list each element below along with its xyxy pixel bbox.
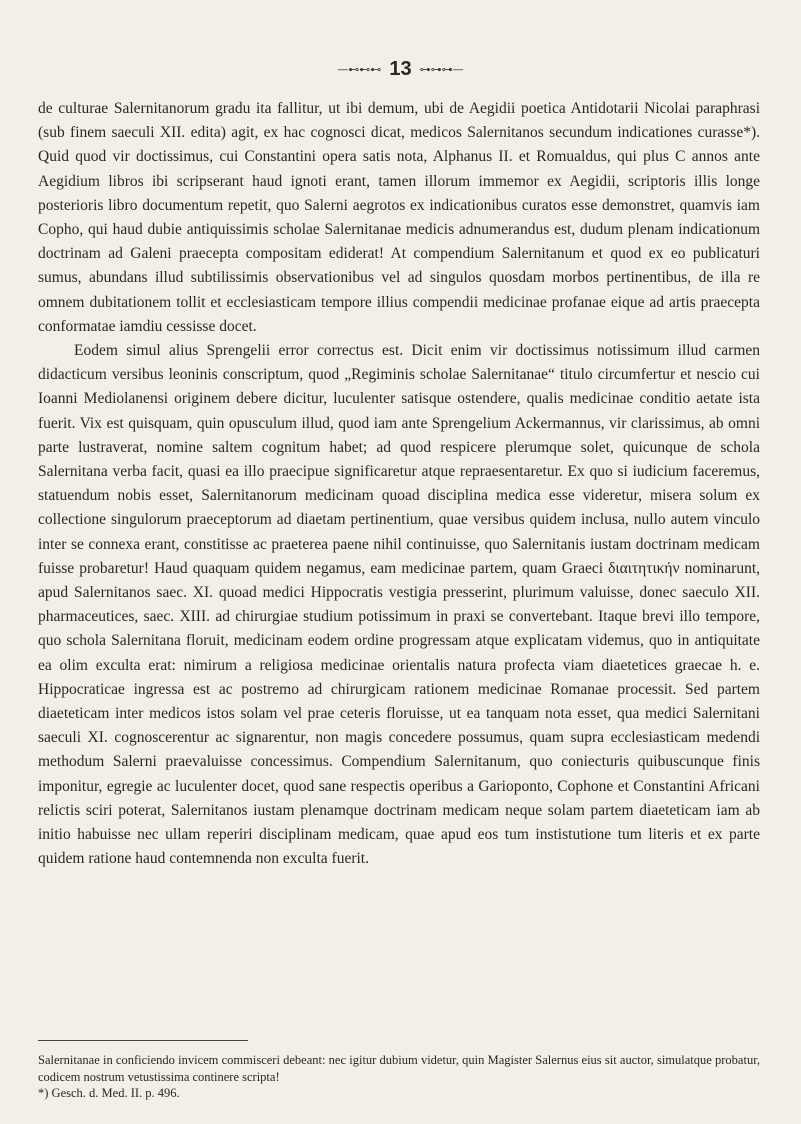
left-ornament: —⊷⊷⊷ (337, 63, 382, 76)
paragraph-1: de culturae Salernitanorum gradu ita fallitur, ut ibi demum, ubi de Aegidii poetica Antidotarii Nicolai paraphrasi (sub finem saeculi XII. edita) agit, ex hac cognosci dicat, medicos Salernitanos secundum indicationes curasse*). Quid quod vir doctissimus, cui Constantini opera satis nota, Alphanus II. et Romualdus, qui plus C annos ante Aegidium libros ibi scripserant haud ignoti erant, tamen illorum immemor ex Aegidii, scriptoris illis longe posterioris libro documentum repetit, quo Salerni aegrotos ex indicationibus curatos esse demonstret, quamvis iam Copho, qui haud dubie antiquissimis scholae Salernitanae medicis adnumerandus est, dudum plenam indicationum doctrinam ad Galeni praecepta compositam ediderat! At compendium Salernitanum et quod ex eo publicaturi sumus, abundans illud subtilissimis observationibus vel ad singulos quosdam morbos pertinentibus, de illa re omnem dubitationem tollit et ecclesiasticam tempore illius compendii medicinae profanae eique ad artis praecepta conformatae iamdiu cessisse docet. (38, 100, 760, 335)
footnotes (38, 1052, 760, 1102)
paragraph-2: Eodem simul alius Sprengelii error correctus est. Dicit enim vir doctissimus notissimum illud carmen didacticum versibus leoninis conscriptum, quod „Regiminis scholae Salernitanae“ titulo circumfertur et nescio cui Ioanni Mediolanensi originem debere dicitur, luculenter satisque ostendere, qualis medicinae conditio aetate ista fuerit. Vix est quisquam, quin opusculum illud, quod iam ante Sprengelium Ackermannus, vir clarissimus, ab omni parte lustraverat, nomine saltem cognitum habet; ad quod respicere plerumque solet, quicunque de schola Salernitana verba facit, quasi ea illo praecipue significaretur atque repraesentaretur. Ex quo si iudicium faceremus, statuendum nobis esset, Salernitanorum medicinam quoad disciplina medica esse videretur, misera solum ex collectione singulorum praeceptorum ad diaetam pertinentium, quae versibus quidem inclusa, nullo autem vinculo inter se connexa erant, constitisse ac praeterea paene nihil continuisse, quo Salernitanis iustam doctrinam medicam fuisse probaretur! Haud quaquam quidem negamus, eam medicinae partem, quam Graeci διαιτητικήν nominarunt, apud Salernitanos saec. XI. quoad medici Hippocratis vestigia presserint, plurimum valuisse, donec saeculo XII. pharmaceutices, saec. XIII. ad chirurgiae studium potissimum in praxi se convertebant. Itaque brevi illo tempore, quo schola Salernitana floruit, medicinam eodem ordine progressam atque explicatam videmus, quo in antiquitate ea olim exculta erat: nimirum a religiosa medicinae orientalis natura profecta viam diaetetices graecae h. e. Hippocraticae ingressa est ac postremo ad chirurgicam rationem medicinae Romanae processit. Sed partem diaeteticam inter medicos istos solam vel prae ceteris floruisse, ut ea tanquam nota esset, qua medici Salernitani saeculi XI. cognoscerentur ac signarentur, non magis concedere possumus, quam supra ecclesiasticam medendi methodum Salerni praevaluisse concessimus. Compendium Salernitanum, quo coniecturis quibuscunque finis imponitur, egregie ac luculenter docet, quod sane respectis operibus a Garioponto, Cophone et Constantini Africani relictis sciri poterat, Salernitanos iustam plenamque doctrinam medicam neque solam partem diaeteticam iam ab initio habuisse nec ullam reperiri disciplinam medicam, quae apud eos tum instistutione tum literis et ex parte quidem ratione haud contemnenda non exculta fuerit. (38, 342, 760, 868)
main-text (38, 97, 760, 872)
page-number: 13 (389, 58, 412, 80)
footnote-rule (38, 1040, 248, 1041)
footnote-continuation: Salernitanae in conficiendo invicem commisceri debeant: nec igitur dubium videtur, quin Magister Salernus eius sit auctor, simulatque probatur, codicem nostrum vetustissima continere scripta! (38, 1053, 760, 1084)
right-ornament: ⊶⊶⊶— (419, 63, 464, 76)
page-header (0, 58, 801, 81)
footnote-reference: *) Gesch. d. Med. II. p. 496. (38, 1086, 180, 1100)
